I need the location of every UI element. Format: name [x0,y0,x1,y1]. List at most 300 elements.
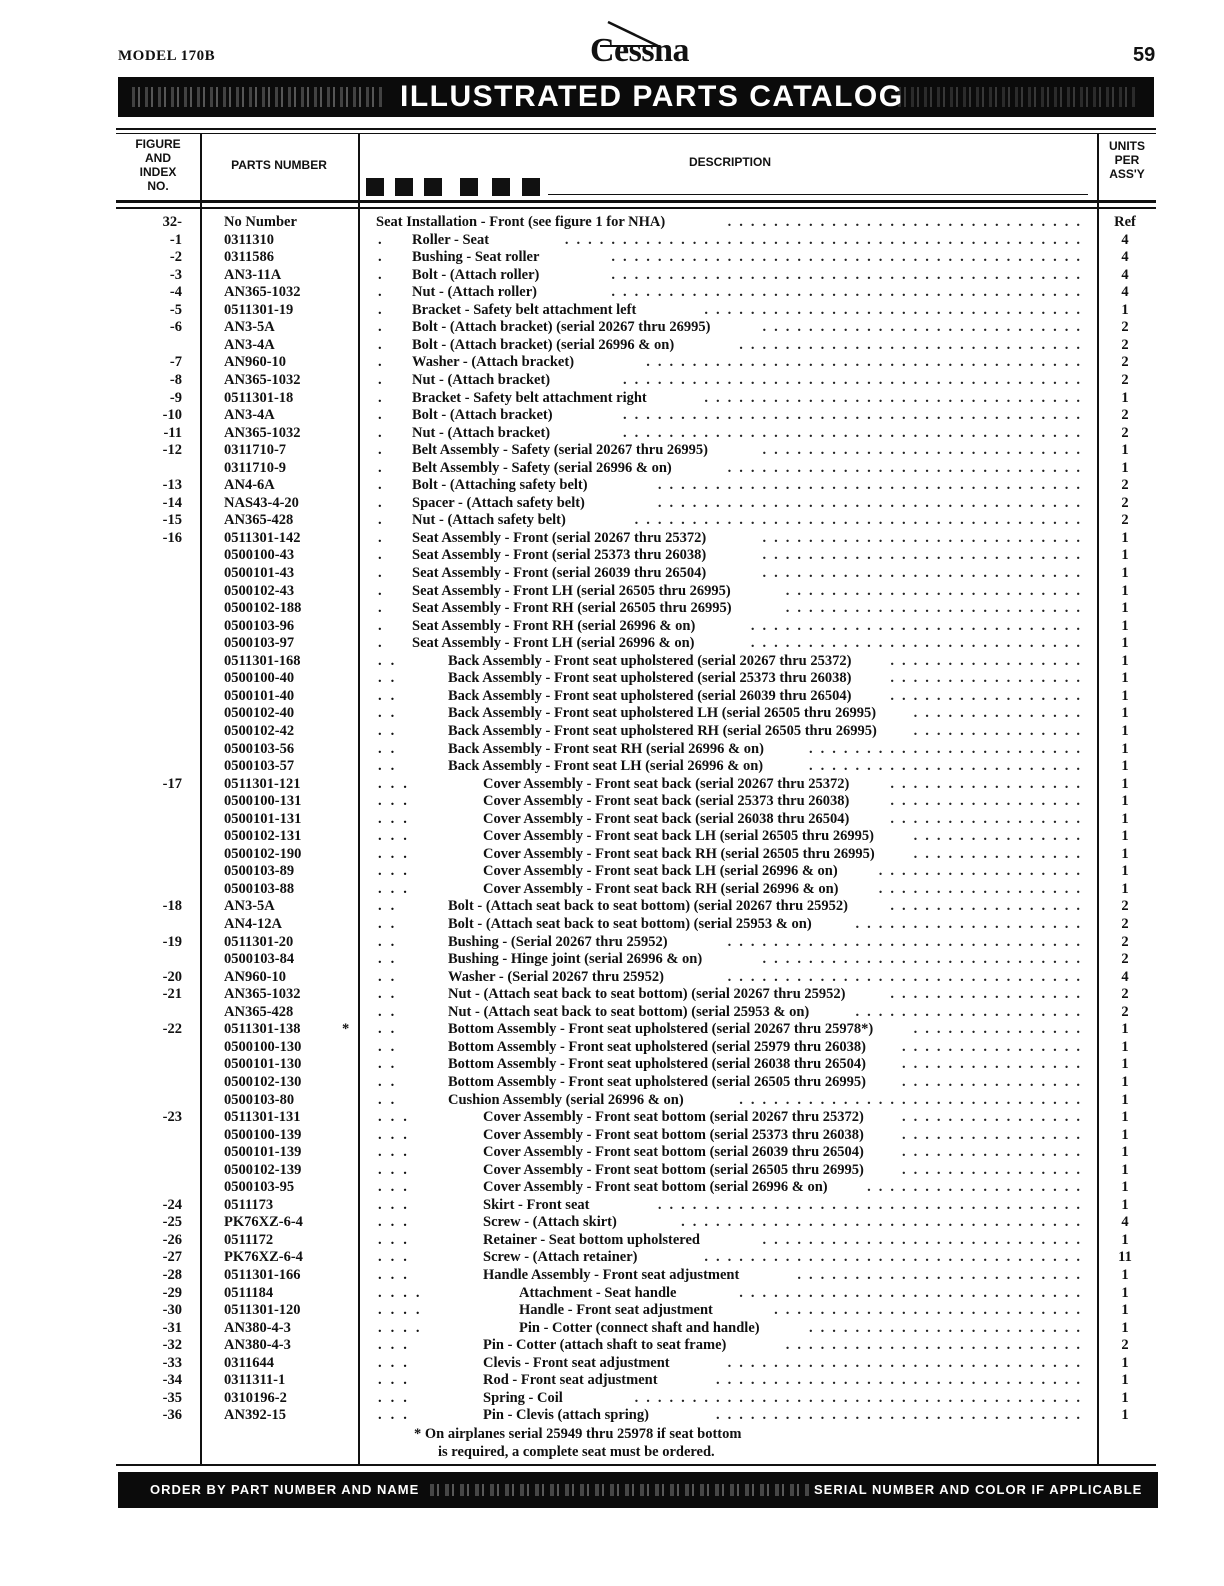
units-per-assembly: 1 [1121,845,1129,862]
units-per-assembly: 1 [1121,547,1129,564]
part-number: 0511184 [224,1284,274,1301]
part-description: Pin - Cotter (attach shaft to seat frame) [483,1337,727,1354]
table-row [0,1302,1224,1320]
table-row [0,1179,1224,1197]
leader-dots: ................................ [716,1372,1088,1389]
leader-dots: ............................ [762,529,1088,546]
table-row [0,214,1224,232]
part-number: 0310196-2 [224,1389,287,1406]
units-per-assembly: 1 [1121,1091,1129,1108]
header-units [1102,139,1152,181]
leader-dots: .................... [855,916,1088,932]
leader-dots: ............................... [727,1354,1088,1371]
leader-dots: ........................ [809,740,1088,757]
indent-dots: .. [378,758,404,775]
banner-texture-right [898,87,1138,107]
footnote-marker: * [342,1021,350,1038]
indent-dots: . [378,389,391,406]
units-per-assembly: 1 [1121,301,1129,318]
figure-index: -24 [162,1196,182,1213]
table-row [0,583,1224,601]
part-description: Bolt - (Attach bracket) [412,407,553,424]
table-top-rule [116,128,1156,130]
leader-dots: ............... [913,1021,1088,1038]
leader-dots: ..................................... [657,477,1088,494]
part-description: Bushing - Hinge joint (serial 26996 & on) [448,951,703,968]
leader-dots: ................ [902,1056,1088,1073]
description-underline [548,194,1088,195]
indent-dots: ... [378,1389,416,1406]
table-row [0,776,1224,794]
part-description: Nut - (Attach seat back to seat bottom) (serial 20267 thru 25952) [448,986,846,1003]
leader-dots: ................. [890,793,1088,810]
part-number: 0500102-131 [224,828,302,845]
indent-dots: . [378,354,391,371]
units-per-assembly: 1 [1121,1196,1129,1213]
indent-dots: .. [378,1021,404,1038]
figure-index: -33 [162,1354,182,1371]
part-description: Nut - (Attach seat back to seat bottom) (serial 25953 & on) [448,1003,810,1020]
leader-dots: ............................ [762,565,1088,581]
table-row [0,1021,1224,1039]
part-number: AN365-1032 [224,371,301,388]
part-description: Seat Assembly - Front LH (serial 26996 & on) [412,635,695,652]
figure-index: -25 [162,1214,182,1231]
indent-dots: . [378,582,391,599]
leader-dots: ........................... [774,1302,1088,1319]
leader-dots: ........................................ [623,424,1088,441]
part-number: 0511301-19 [224,301,294,318]
units-per-assembly: 1 [1121,775,1129,792]
units-per-assembly: 4 [1121,249,1129,266]
figure-index: -15 [162,512,182,529]
table-row [0,425,1224,443]
leader-dots: ....................................... [634,1389,1088,1406]
table-row [0,372,1224,390]
indent-dots: ... [378,1249,416,1266]
part-description: Cover Assembly - Front seat back (serial 25373 thru 26038) [483,793,850,810]
units-per-assembly: 1 [1121,582,1129,599]
leader-dots: ................. [890,652,1088,669]
table-row [0,495,1224,513]
part-description: Cover Assembly - Front seat back (serial 20267 thru 25372) [483,775,850,792]
table-row [0,881,1224,899]
units-per-assembly: 1 [1121,1389,1129,1406]
indent-dots: .. [378,916,404,932]
part-number: PK76XZ-6-4 [224,1214,303,1231]
part-number: AN3-5A [224,319,275,336]
indent-dots: . [378,547,391,564]
units-per-assembly: 1 [1121,1354,1129,1371]
leader-dots: ............................................. [564,231,1088,248]
figure-index: -11 [163,424,182,441]
units-per-assembly: 2 [1121,319,1129,336]
part-description: Bottom Assembly - Front seat upholstered (serial 20267 thru 25978*) [448,1021,874,1038]
leader-dots: ............................ [762,951,1088,968]
part-number: AN3-11A [224,266,282,283]
indent-dots: ... [378,1144,416,1161]
part-number: 0511301-20 [224,933,294,950]
leader-dots: ............................... [727,214,1088,230]
indent-dots: . [378,301,391,318]
part-number: AN365-1032 [224,986,301,1003]
figure-index: -29 [162,1284,182,1301]
table-row [0,969,1224,987]
figure-index: -3 [169,266,182,283]
table-row [0,1214,1224,1232]
table-top-rule-thin [116,133,1156,134]
order-footer-banner [118,1472,1158,1508]
units-per-assembly: 1 [1121,1284,1129,1301]
table-row [0,302,1224,320]
figure-index: -32 [162,1337,182,1354]
table-row [0,688,1224,706]
part-description: Bolt - (Attach seat back to seat bottom) (serial 25953 & on) [448,916,812,932]
table-row [0,390,1224,408]
figure-index: -6 [169,319,182,336]
part-description: Bolt - (Attach seat back to seat bottom) (serial 20267 thru 25952) [448,898,848,915]
part-number: AN380-4-3 [224,1319,291,1336]
part-number: 0500103-56 [224,740,295,757]
table-row [0,705,1224,723]
table-row [0,1039,1224,1057]
table-row [0,407,1224,425]
units-per-assembly: 1 [1121,740,1129,757]
part-number: 0500103-97 [224,635,295,652]
table-row [0,460,1224,478]
figure-index: -8 [169,371,182,388]
units-per-assembly: 2 [1121,898,1129,915]
leader-dots: ............................... [727,933,1088,950]
indent-dots: ... [378,1126,416,1143]
table-row [0,1407,1224,1425]
units-per-assembly: 1 [1121,1126,1129,1143]
table-row [0,1197,1224,1215]
leader-dots: ................................. [704,389,1088,406]
part-number: 0511301-18 [224,389,294,406]
indent-dots: ... [378,1231,416,1248]
table-row [0,284,1224,302]
units-per-assembly: 1 [1121,1231,1129,1248]
indent-dots: .. [378,1003,404,1020]
figure-index: -13 [162,477,182,494]
header-bottom-rule [116,200,1156,203]
units-per-assembly: 2 [1121,354,1129,371]
part-number: AN960-10 [224,354,287,371]
part-number: 0311710-7 [224,442,287,459]
units-per-assembly: 1 [1121,529,1129,546]
units-per-assembly: 1 [1121,1038,1129,1055]
indent-dots: ... [378,1407,416,1424]
part-description: Screw - (Attach skirt) [483,1214,617,1231]
part-number: 0500103-89 [224,863,295,880]
part-number: AN960-10 [224,968,287,985]
units-per-assembly: 1 [1121,442,1129,459]
header-figure-line: FIGURE [135,137,181,151]
leader-dots: ............................ [762,319,1088,336]
indent-dots: . [378,336,391,353]
table-row [0,1390,1224,1408]
units-per-assembly: 1 [1121,880,1129,897]
part-description: Handle - Front seat adjustment [519,1302,713,1319]
indent-dots: . [378,635,391,652]
indent-dots: ... [378,810,416,827]
figure-index: -10 [162,407,182,424]
part-number: 0500101-131 [224,810,302,827]
indent-dots: . [378,231,391,248]
part-number: 0311710-9 [224,459,287,476]
units-per-assembly: 4 [1121,266,1129,283]
part-description: Bolt - (Attaching safety belt) [412,477,588,494]
units-per-assembly: 1 [1121,652,1129,669]
part-description: Bracket - Safety belt attachment left [412,301,637,318]
part-number: 0500101-40 [224,687,295,704]
indent-dots: .. [378,1056,404,1073]
leader-dots: ...................................... [646,354,1088,371]
units-per-assembly: 1 [1121,863,1129,880]
table-row [0,846,1224,864]
units-per-assembly: 1 [1121,1109,1129,1126]
part-description: Nut - (Attach bracket) [412,371,551,388]
indent-dots: . [378,459,391,476]
part-number: 0511172 [224,1231,274,1248]
units-per-assembly: Ref [1114,214,1136,230]
units-per-assembly: 4 [1121,1214,1129,1231]
table-row [0,1109,1224,1127]
indent-dots: . [378,512,391,529]
table-row [0,442,1224,460]
part-number: AN365-1032 [224,424,301,441]
table-row [0,600,1224,618]
figure-index: -22 [162,1021,182,1038]
indent-dots: .. [378,1091,404,1108]
part-number: AN365-428 [224,1003,294,1020]
units-per-assembly: 1 [1121,1302,1129,1319]
indent-dots: ... [378,1196,416,1213]
units-per-assembly: 1 [1121,1073,1129,1090]
footnote-line-1: * On airplanes serial 25949 thru 25978 if seat bottom [414,1426,742,1442]
leader-dots: ..................................... [657,1196,1088,1213]
figure-index: -27 [162,1249,182,1266]
units-per-assembly: 2 [1121,477,1129,494]
part-description: Bushing - (Serial 20267 thru 25952) [448,933,668,950]
part-description: Bolt - (Attach bracket) (serial 26996 & on) [412,336,675,353]
footer-order-text: ORDER BY PART NUMBER AND NAME [150,1482,420,1497]
indent-dots: . [378,494,391,511]
table-row [0,319,1224,337]
leader-dots: ............................. [750,617,1088,634]
part-number: 0511301-121 [224,775,301,792]
table-row [0,863,1224,881]
leader-dots: ............... [913,828,1088,845]
indent-dots: ... [378,1337,416,1354]
part-description: Cover Assembly - Front seat back LH (serial 26505 thru 26995) [483,828,874,845]
part-number: 0500102-190 [224,845,302,862]
part-number: 0500103-96 [224,617,295,634]
header-units-line: UNITS [1109,139,1145,153]
part-description: Back Assembly - Front seat upholstered LH (serial 26505 thru 26995) [448,705,877,722]
part-number: AN3-4A [224,407,275,424]
leader-dots: ................ [902,1073,1088,1090]
part-number: 0500100-43 [224,547,295,564]
table-row [0,1232,1224,1250]
part-description: Rod - Front seat adjustment [483,1372,658,1389]
indent-dots: .. [378,898,404,915]
leader-dots: ........................................ [623,407,1088,424]
units-per-assembly: 1 [1121,565,1129,581]
indent-dots: .. [378,951,404,968]
leader-dots: ............... [913,845,1088,862]
leader-dots: .......................... [785,600,1088,617]
leader-dots: ................................. [704,301,1088,318]
part-description: Attachment - Seat handle [519,1284,677,1301]
header-figure-line: INDEX [139,165,177,179]
table-row [0,530,1224,548]
indent-dots: . [378,600,391,617]
figure-index: -36 [162,1407,182,1424]
figure-index: -12 [162,442,182,459]
leader-dots: .................. [878,880,1088,897]
leader-dots: ................ [902,1144,1088,1161]
indent-dots: .... [378,1319,429,1336]
table-row [0,986,1224,1004]
part-number: 0511173 [224,1196,274,1213]
indent-marker-1 [366,178,384,196]
part-description: Nut - (Attach safety belt) [412,512,566,529]
part-number: 0500102-40 [224,705,295,722]
leader-dots: ............... [913,705,1088,722]
leader-dots: ............... [913,722,1088,739]
page-number: 59 [1133,44,1156,66]
indent-dots: . [378,565,391,581]
banner-texture-left [132,87,382,107]
part-number: 0500102-43 [224,582,295,599]
units-per-assembly: 1 [1121,1021,1129,1038]
table-row [0,898,1224,916]
part-number: 0500100-139 [224,1126,302,1143]
table-row [0,635,1224,653]
units-per-assembly: 2 [1121,336,1129,353]
indent-dots: .... [378,1302,429,1319]
units-per-assembly: 1 [1121,635,1129,652]
part-description: Back Assembly - Front seat upholstered (serial 20267 thru 25372) [448,652,852,669]
part-description: Roller - Seat [412,231,490,248]
part-number: 0500103-80 [224,1091,295,1108]
units-per-assembly: 2 [1121,1337,1129,1354]
part-description: Cover Assembly - Front seat back RH (serial 26996 & on) [483,880,839,897]
part-number: AN4-6A [224,477,275,494]
part-description: Cover Assembly - Front seat bottom (serial 26996 & on) [483,1179,828,1196]
figure-index: 32- [162,214,182,230]
units-per-assembly: 1 [1121,793,1129,810]
table-row [0,249,1224,267]
leader-dots: ................ [902,1038,1088,1055]
part-number: No Number [224,214,297,230]
part-description: Spacer - (Attach safety belt) [412,494,585,511]
units-per-assembly: 1 [1121,1179,1129,1196]
leader-dots: ........................ [809,758,1088,775]
figure-index: -28 [162,1267,182,1283]
figure-index: -14 [162,494,182,511]
units-per-assembly: 1 [1121,1161,1129,1178]
table-row [0,1092,1224,1110]
part-number: 0511301-138 [224,1021,301,1038]
table-row [0,811,1224,829]
indent-dots: . [378,407,391,424]
indent-dots: ... [378,880,416,897]
indent-dots: . [378,371,391,388]
leader-dots: .................. [878,863,1088,880]
leader-dots: ................... [867,1179,1088,1196]
part-description: Back Assembly - Front seat upholstered (serial 26039 thru 26504) [448,687,852,704]
part-number: 0511301-120 [224,1302,301,1319]
figure-index: -35 [162,1389,182,1406]
footer-texture [430,1484,810,1496]
footer-serial-text: SERIAL NUMBER AND COLOR IF APPLICABLE [814,1482,1143,1497]
table-row [0,723,1224,741]
indent-dots: . [378,284,391,301]
leader-dots: ............................ [762,442,1088,459]
footnote-line-2: is required, a complete seat must be ordered. [438,1444,715,1460]
model-label: MODEL 170B [118,48,216,64]
table-row [0,267,1224,285]
units-per-assembly: 1 [1121,1407,1129,1424]
banner-title: ILLUSTRATED PARTS CATALOG [400,80,904,113]
leader-dots: ......................................... [611,249,1088,266]
table-row [0,232,1224,250]
part-number: 0511301-142 [224,529,301,546]
table-row [0,916,1224,934]
leader-dots: ......................... [797,1267,1088,1283]
units-per-assembly: 2 [1121,951,1129,968]
part-number: 0500103-57 [224,758,295,775]
table-row [0,1337,1224,1355]
part-description: Cover Assembly - Front seat bottom (serial 20267 thru 25372) [483,1109,864,1126]
leader-dots: ................. [890,775,1088,792]
indent-dots: ... [378,1372,416,1389]
leader-dots: ............................. [750,635,1088,652]
part-number: 0500100-40 [224,670,295,687]
figure-index: -31 [162,1319,182,1336]
indent-dots: .. [378,705,404,722]
table-row [0,1004,1224,1022]
indent-dots: ... [378,828,416,845]
part-description: Back Assembly - Front seat upholstered RH (serial 26505 thru 26995) [448,722,877,739]
figure-index: -30 [162,1302,182,1319]
figure-index: -1 [169,231,182,248]
leader-dots: ......................................... [611,266,1088,283]
units-per-assembly: 4 [1121,231,1129,248]
indent-dots: ... [378,863,416,880]
units-per-assembly: 2 [1121,424,1129,441]
leader-dots: .............................. [739,336,1088,353]
units-per-assembly: 4 [1121,968,1129,985]
table-row [0,1074,1224,1092]
indent-dots: . [378,617,391,634]
indent-marker-6 [522,178,540,196]
units-per-assembly: 11 [1118,1249,1132,1266]
part-description: Nut - (Attach roller) [412,284,537,301]
brand-name: Cessna [590,32,690,69]
leader-dots: ................. [890,810,1088,827]
indent-dots: . [378,266,391,283]
leader-dots: ............................ [762,1231,1088,1248]
part-number: AN3-4A [224,336,275,353]
part-description: Seat Assembly - Front RH (serial 26996 & on) [412,617,696,634]
part-description: Cushion Assembly (serial 26996 & on) [448,1091,684,1108]
indent-dots: .. [378,670,404,687]
part-number: 0500103-88 [224,880,295,897]
